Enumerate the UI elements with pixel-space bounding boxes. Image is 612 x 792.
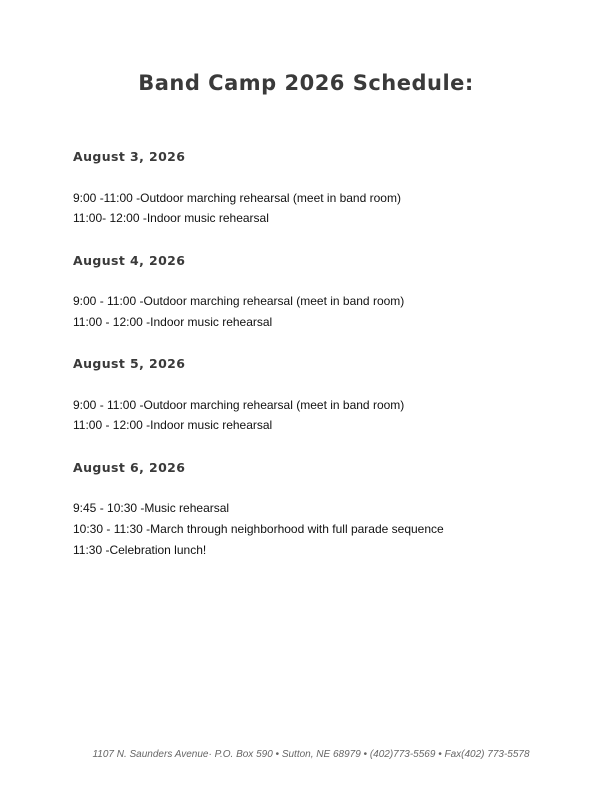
schedule-entry: 9:45 - 10:30 -Music rehearsal — [73, 501, 230, 515]
footer-address: 1107 N. Saunders Avenue· P.O. Box 590 • Sutton, NE 68979 • (402)773-5569 • Fax(402) 773-5578 — [92, 749, 530, 760]
day-heading-august-3: August 3, 2026 — [73, 149, 186, 164]
page-title: Band Camp 2026 Schedule: — [138, 71, 474, 95]
schedule-entry: 11:00- 12:00 -Indoor music rehearsal — [73, 211, 269, 225]
day-heading-august-6: August 6, 2026 — [73, 460, 186, 475]
schedule-entry: 9:00 -11:00 -Outdoor marching rehearsal (meet in band room) — [73, 191, 401, 205]
schedule-entry: 9:00 - 11:00 -Outdoor marching rehearsal (meet in band room) — [73, 294, 405, 308]
schedule-entry: 9:00 - 11:00 -Outdoor marching rehearsal (meet in band room) — [73, 398, 405, 412]
day-heading-august-5: August 5, 2026 — [73, 356, 186, 371]
day-heading-august-4: August 4, 2026 — [73, 253, 186, 268]
schedule-entry: 10:30 - 11:30 -March through neighborhood with full parade sequence — [73, 522, 444, 536]
schedule-entry: 11:30 -Celebration lunch! — [73, 543, 207, 557]
schedule-entry: 11:00 - 12:00 -Indoor music rehearsal — [73, 418, 273, 432]
schedule-entry: 11:00 - 12:00 -Indoor music rehearsal — [73, 315, 273, 329]
